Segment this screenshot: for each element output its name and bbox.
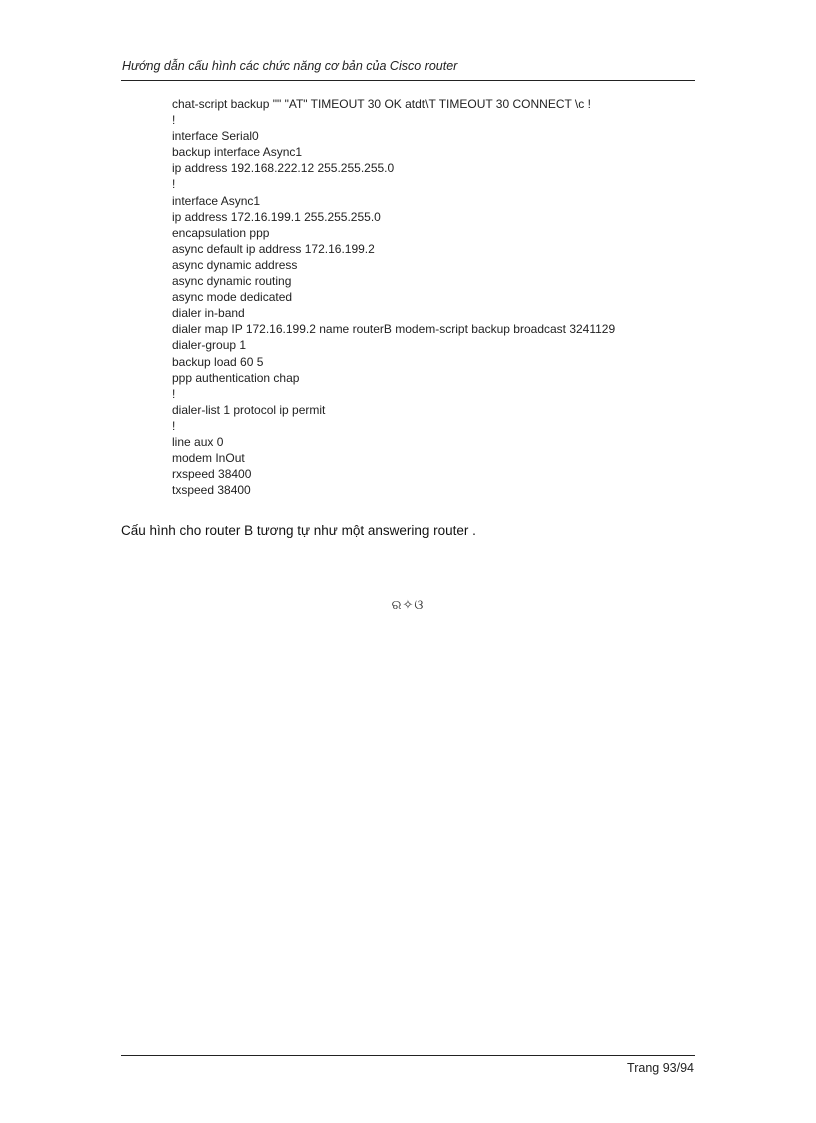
code-line: ! (172, 113, 176, 128)
code-line: dialer in-band (172, 306, 245, 321)
config-code-block (172, 96, 615, 498)
body-paragraph: Cấu hình cho router B tương tự như một answering router . (121, 523, 476, 538)
code-line: dialer map IP 172.16.199.2 name routerB modem-script backup broadcast 3241129 (172, 322, 616, 337)
code-line: ip address 172.16.199.1 255.255.255.0 (172, 209, 381, 224)
page-number: Trang 93/94 (627, 1061, 694, 1075)
code-line: interface Async1 (172, 193, 261, 208)
code-line: async mode dedicated (172, 290, 293, 305)
code-line: async default ip address 172.16.199.2 (172, 241, 375, 256)
code-line: dialer-group 1 (172, 338, 247, 353)
code-line: encapsulation ppp (172, 225, 270, 240)
code-line: backup interface Async1 (172, 145, 303, 160)
code-line: dialer-list 1 protocol ip permit (172, 402, 326, 417)
header-divider (121, 80, 695, 81)
code-line: backup load 60 5 (172, 354, 264, 369)
code-line: modem InOut (172, 451, 245, 466)
code-line: async dynamic address (172, 257, 298, 272)
code-line: line aux 0 (172, 434, 224, 449)
code-line: chat-script backup "" "AT" TIMEOUT 30 OK atdt\T TIMEOUT 30 CONNECT \c ! (172, 97, 591, 111)
code-line: ppp authentication chap (172, 370, 300, 385)
code-line: txspeed 38400 (172, 483, 251, 498)
code-line: ! (172, 418, 176, 433)
footer-divider (121, 1055, 695, 1056)
code-line: ip address 192.168.222.12 255.255.255.0 (172, 161, 395, 176)
code-line: ! (172, 386, 176, 401)
ornament-glyph: ର✧ଓ (391, 598, 425, 613)
code-line: ! (172, 177, 176, 192)
code-line: rxspeed 38400 (172, 467, 252, 482)
code-line: async dynamic routing (172, 274, 292, 289)
ornament-divider (0, 598, 816, 613)
code-line: interface Serial0 (172, 129, 259, 144)
page-header-title: Hướng dẫn cấu hình các chức năng cơ bản của Cisco router (122, 59, 458, 73)
